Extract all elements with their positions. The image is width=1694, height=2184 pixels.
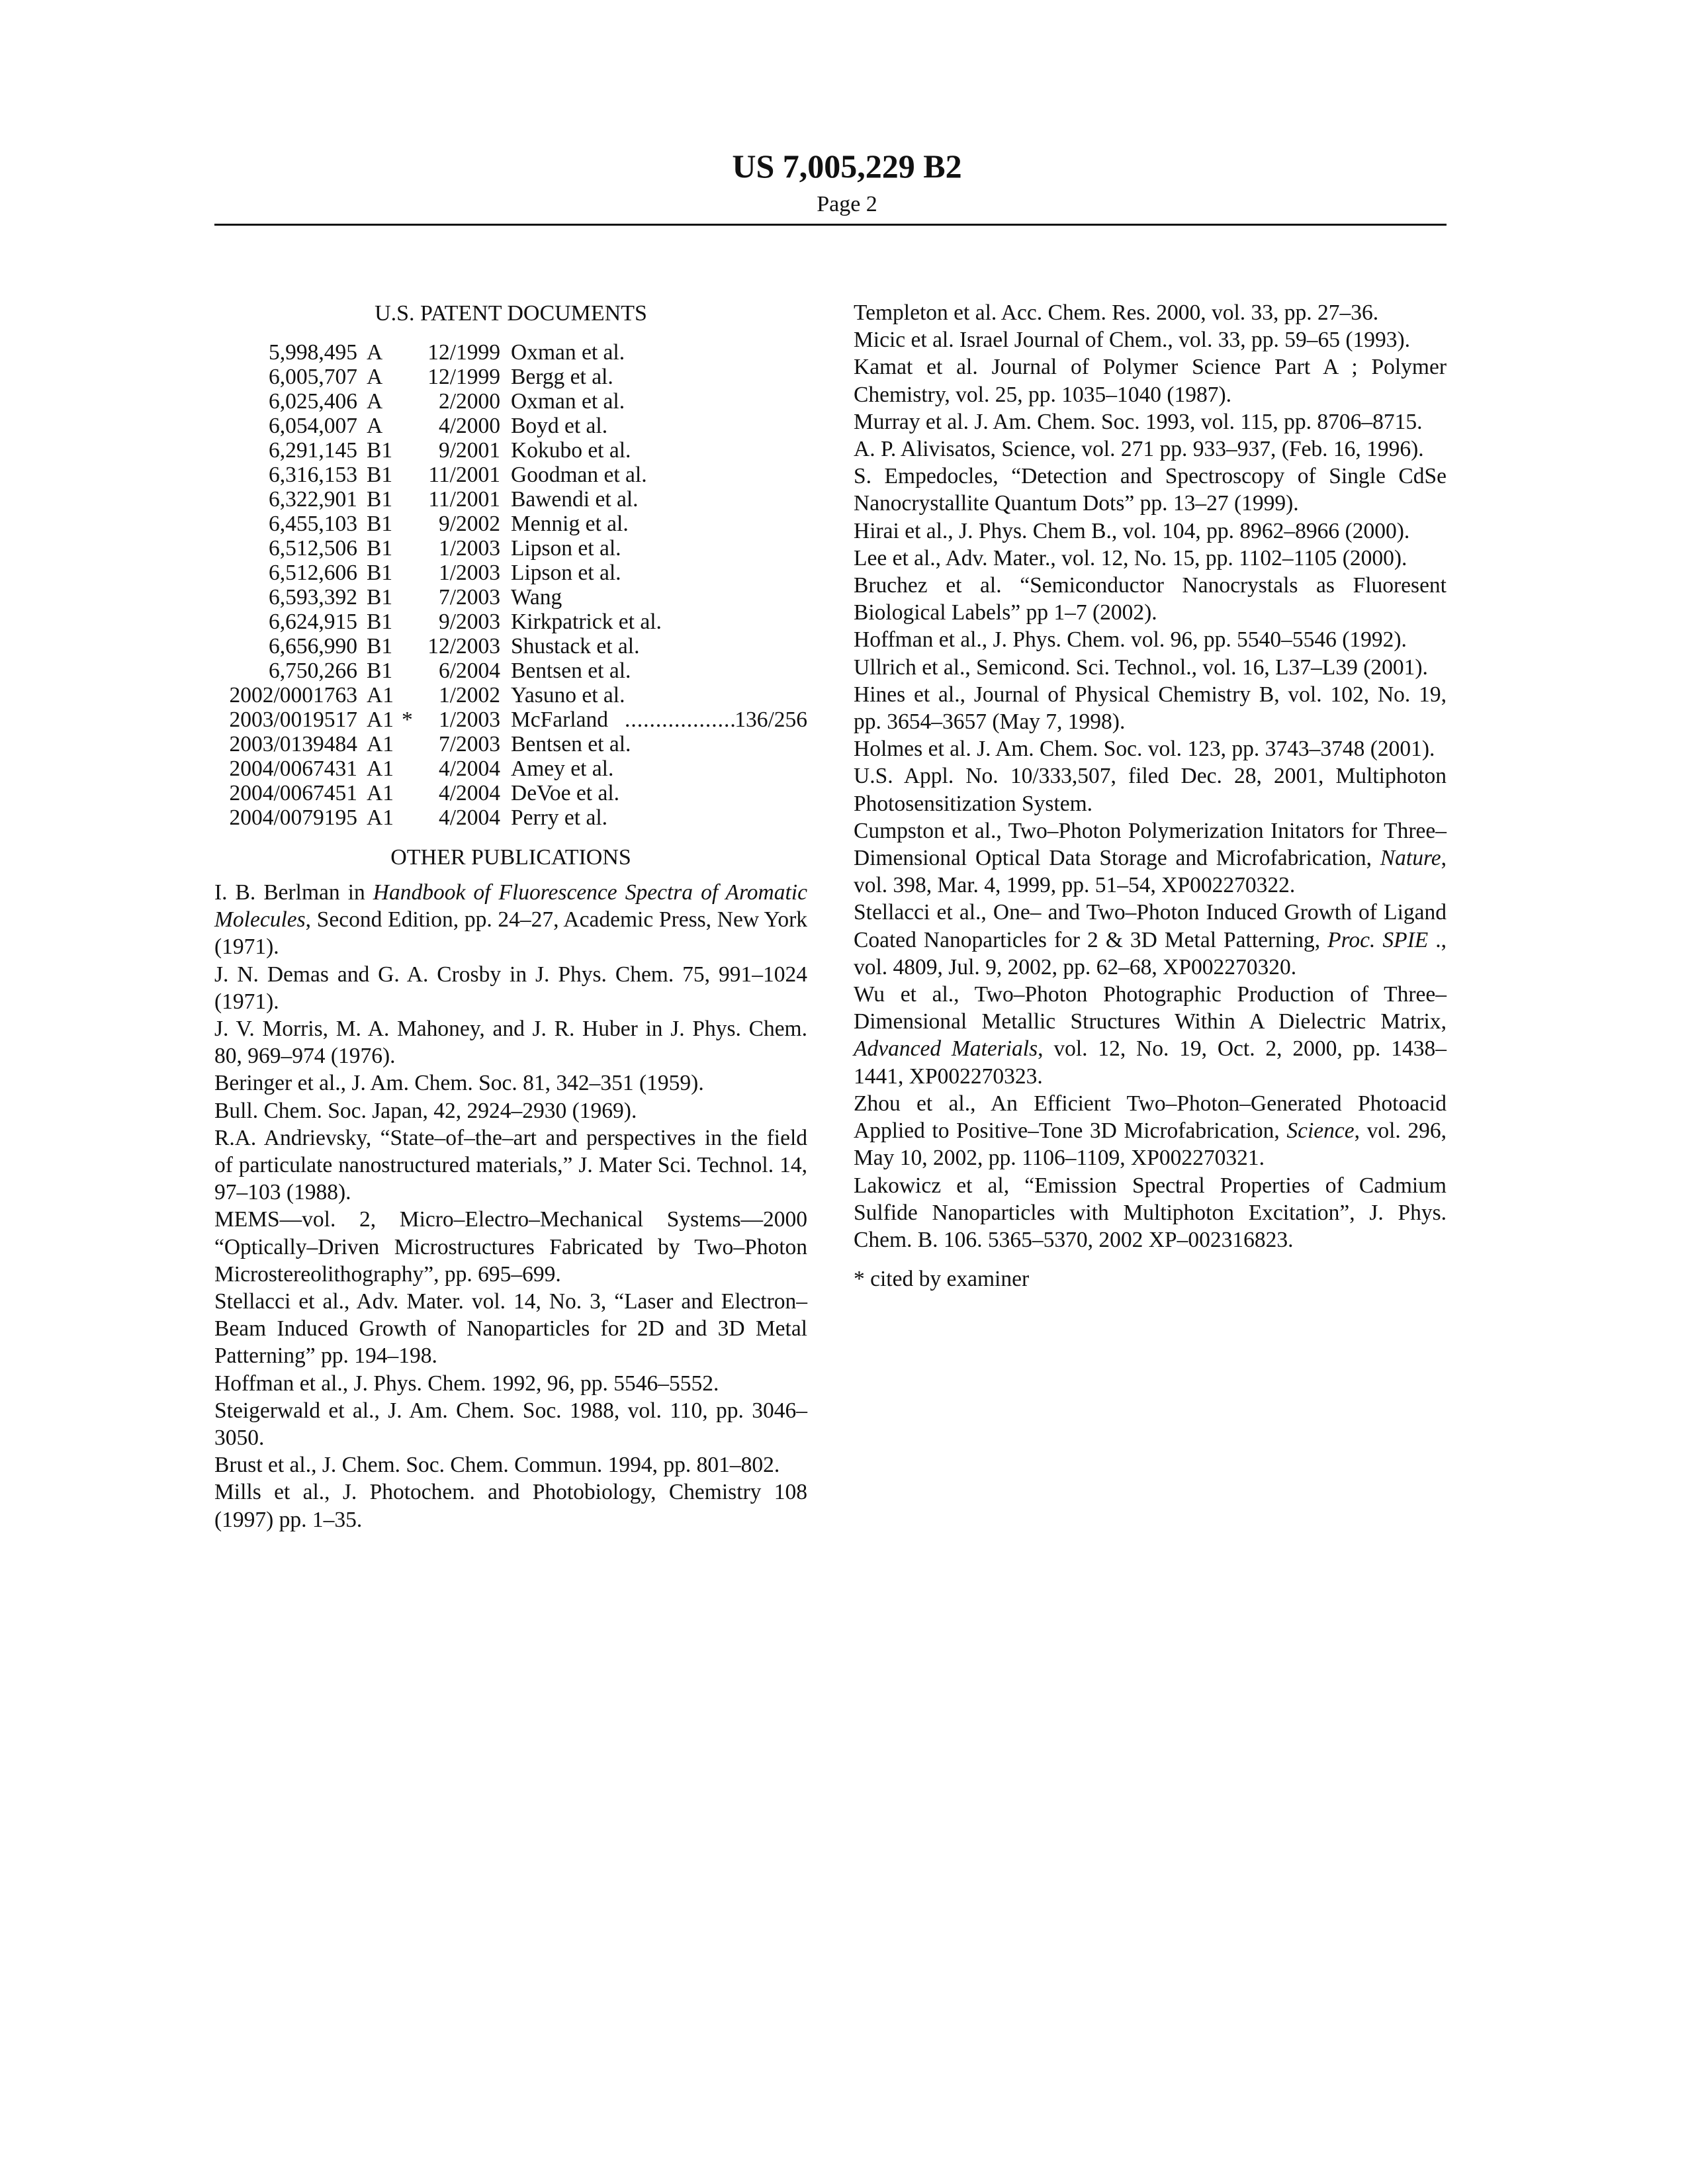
kind-code-cell: B1 <box>367 536 392 561</box>
kind-code-cell: A1 <box>367 732 394 756</box>
patent-number-cell: 6,624,915 <box>269 610 357 634</box>
other-publications-heading: OTHER PUBLICATIONS <box>214 843 807 872</box>
publication-text: Kamat et al. Journal of Polymer Science Part A ; Polymer Chemistry, vol. 25, pp. 1035–1040 (1987). <box>854 355 1447 406</box>
publication-text: J. N. Demas and G. A. Crosby in J. Phys. Chem. 75, 991–1024 (1971). <box>214 962 807 1014</box>
publication-text: Murray et al. J. Am. Chem. Soc. 1993, vol. 115, pp. 8706–8715. <box>854 410 1422 434</box>
publication-title-italic: Proc. SPIE <box>1327 928 1428 952</box>
kind-code-cell: A <box>367 365 382 389</box>
kind-code-cell: A <box>367 340 382 365</box>
kind-code-cell: B1 <box>367 487 392 512</box>
publication-text: Hirai et al., J. Phys. Chem B., vol. 104, pp. 8962–8966 (2000). <box>854 519 1409 543</box>
publication-entry <box>854 654 1447 681</box>
patent-number-cell: 6,322,901 <box>269 487 357 512</box>
inventor-cell: Bentsen et al. <box>511 732 631 756</box>
publication-text: Steigerwald et al., J. Am. Chem. Soc. 1988, vol. 110, pp. 3046–3050. <box>214 1398 807 1450</box>
table-row <box>214 634 807 659</box>
header-rule <box>214 224 1447 226</box>
kind-code-cell: A1 <box>367 781 394 805</box>
publication-text: Cumpston et al., Two–Photon Polymerization Initators for Three–Dimensional Optical Data Storage and Microfabrication, <box>854 819 1447 870</box>
left-column <box>214 299 807 1533</box>
table-row <box>214 585 807 610</box>
publication-text: Ullrich et al., Semicond. Sci. Technol., vol. 16, L37–L39 (2001). <box>854 655 1428 680</box>
publication-entry <box>854 545 1447 572</box>
right-column <box>854 299 1447 1293</box>
publication-entry <box>214 1288 807 1370</box>
kind-code-cell: B1 <box>367 561 392 585</box>
examiner-cited-mark: * <box>402 707 413 732</box>
patent-number-cell: 6,656,990 <box>269 634 357 659</box>
publication-text: , Second Edition, pp. 24–27, Academic Press, New York (1971). <box>214 907 807 959</box>
date-cell: 1/2003 <box>439 707 500 732</box>
publication-text: Stellacci et al., Adv. Mater. vol. 14, No. 3, “Laser and Electron–Beam Induced Growth of Nanoparticles for 2D and 3D Metal Patterning” pp. 194–198. <box>214 1289 807 1368</box>
table-row <box>214 463 807 487</box>
table-row <box>214 487 807 512</box>
patent-number-cell: 6,005,707 <box>269 365 357 389</box>
publication-entry <box>854 353 1447 408</box>
publication-title-italic: Handbook of Fluorescence Spectra of Aromatic Molecules <box>214 880 807 932</box>
us-patent-documents-heading: U.S. PATENT DOCUMENTS <box>214 299 807 328</box>
kind-code-cell: B1 <box>367 610 392 634</box>
publication-text: Hines et al., Journal of Physical Chemistry B, vol. 102, No. 19, pp. 3654–3657 (May 7, 1998). <box>854 682 1447 734</box>
publication-entry <box>214 1397 807 1451</box>
table-row <box>214 414 807 438</box>
inventor-cell: Bergg et al. <box>511 365 613 389</box>
publication-entry <box>854 299 1447 326</box>
table-row <box>214 365 807 389</box>
publication-entry <box>214 879 807 961</box>
publication-text: ., vol. 4809, Jul. 9, 2002, pp. 62–68, XP002270320. <box>854 928 1447 979</box>
publication-title-italic: Advanced Materials <box>854 1036 1038 1061</box>
leader-dots: .................. <box>625 707 736 732</box>
date-cell: 4/2004 <box>439 781 500 805</box>
publication-entry <box>854 326 1447 353</box>
publication-entry <box>214 1097 807 1124</box>
publication-entry <box>214 1069 807 1097</box>
publication-text: Templeton et al. Acc. Chem. Res. 2000, vol. 33, pp. 27–36. <box>854 300 1378 325</box>
publication-text: , vol. 398, Mar. 4, 1999, pp. 51–54, XP002270322. <box>854 846 1447 897</box>
inventor-cell: Oxman et al. <box>511 389 625 414</box>
table-row <box>214 389 807 414</box>
publication-text: S. Empedocles, “Detection and Spectroscopy of Single CdSe Nanocrystallite Quantum Dots” pp. 13–27 (1999). <box>854 464 1447 516</box>
patent-number-cell: 2002/0001763 <box>229 683 357 707</box>
date-cell: 11/2001 <box>428 463 500 487</box>
patent-number-cell: 6,291,145 <box>269 438 357 463</box>
kind-code-cell: A <box>367 389 382 414</box>
publication-entry <box>854 981 1447 1090</box>
date-cell: 7/2003 <box>439 585 500 610</box>
publications-list-right <box>854 299 1447 1253</box>
inventor-cell: Bentsen et al. <box>511 659 631 683</box>
table-row <box>214 805 807 830</box>
publication-title-italic: Science <box>1286 1118 1354 1143</box>
publication-text: , vol. 12, No. 19, Oct. 2, 2000, pp. 1438–1441, XP002270323. <box>854 1036 1447 1088</box>
publication-entry <box>214 1124 807 1206</box>
date-cell: 1/2003 <box>439 561 500 585</box>
inventor-cell: Yasuno et al. <box>511 683 625 707</box>
kind-code-cell: B1 <box>367 659 392 683</box>
inventor-cell: Bawendi et al. <box>511 487 639 512</box>
publication-text: Stellacci et al., One– and Two–Photon Induced Growth of Ligand Coated Nanoparticles for 2 & 3D Metal Patterning, <box>854 900 1447 952</box>
table-row <box>214 561 807 585</box>
patent-number-cell: 6,455,103 <box>269 512 357 536</box>
publication-text: Bull. Chem. Soc. Japan, 42, 2924–2930 (1969). <box>214 1099 637 1123</box>
publication-entry <box>854 899 1447 981</box>
patent-number-cell: 2004/0067431 <box>229 756 357 781</box>
date-cell: 9/2001 <box>439 438 500 463</box>
publication-entry <box>854 572 1447 626</box>
publication-entry <box>854 626 1447 653</box>
publication-text: Beringer et al., J. Am. Chem. Soc. 81, 342–351 (1959). <box>214 1071 704 1095</box>
publication-text: R.A. Andrievsky, “State–of–the–art and perspectives in the field of particulate nanostructured materials,” J. Mater Sci. Technol. 14, 97–103 (1988). <box>214 1126 807 1205</box>
inventor-cell: Wang <box>511 585 562 610</box>
publication-text: MEMS—vol. 2, Micro–Electro–Mechanical Systems—2000 “Optically–Driven Microstructures Fabricated by Two–Photon Microstereolithography”, pp. 695–699. <box>214 1207 807 1286</box>
publication-entry <box>854 435 1447 463</box>
publication-text: Zhou et al., An Efficient Two–Photon–Generated Photoacid Applied to Positive–Tone 3D Microfabrication, <box>854 1091 1447 1143</box>
publications-list-left <box>214 879 807 1533</box>
date-cell: 9/2003 <box>439 610 500 634</box>
publication-entry <box>854 408 1447 435</box>
patent-number-cell: 6,750,266 <box>269 659 357 683</box>
date-cell: 1/2002 <box>439 683 500 707</box>
publication-entry <box>854 1090 1447 1172</box>
page-number: Page 2 <box>0 192 1694 217</box>
patent-number-cell: 2004/0067451 <box>229 781 357 805</box>
table-row <box>214 756 807 781</box>
publication-text: U.S. Appl. No. 10/333,507, filed Dec. 28, 2001, Multiphoton Photosensitization System. <box>854 764 1447 815</box>
publication-text: Wu et al., Two–Photon Photographic Production of Three–Dimensional Metallic Structures Within A Dielectric Matrix, <box>854 982 1447 1034</box>
publication-title-italic: Nature <box>1380 846 1441 870</box>
patent-number-cell: 2003/0019517 <box>229 707 357 732</box>
date-cell: 1/2003 <box>439 536 500 561</box>
inventor-cell: Kirkpatrick et al. <box>511 610 662 634</box>
cited-by-examiner-note: * cited by examiner <box>854 1265 1447 1293</box>
inventor-cell: Lipson et al. <box>511 561 621 585</box>
kind-code-cell: A1 <box>367 805 394 830</box>
inventor-cell: Kokubo et al. <box>511 438 631 463</box>
kind-code-cell: B1 <box>367 634 392 659</box>
publication-text: Hoffman et al., J. Phys. Chem. vol. 96, pp. 5540–5546 (1992). <box>854 627 1407 652</box>
table-row <box>214 707 807 732</box>
publication-text: Hoffman et al., J. Phys. Chem. 1992, 96, pp. 5546–5552. <box>214 1371 719 1396</box>
date-cell: 4/2004 <box>439 805 500 830</box>
table-row <box>214 536 807 561</box>
date-cell: 11/2001 <box>428 487 500 512</box>
table-row <box>214 610 807 634</box>
date-cell: 4/2004 <box>439 756 500 781</box>
publication-entry <box>214 1206 807 1288</box>
date-cell: 12/1999 <box>427 340 500 365</box>
inventor-cell: Boyd et al. <box>511 414 607 438</box>
kind-code-cell: A1 <box>367 756 394 781</box>
patent-number-cell: 6,512,506 <box>269 536 357 561</box>
publication-entry <box>854 735 1447 762</box>
publication-text: Lee et al., Adv. Mater., vol. 12, No. 15, pp. 1102–1105 (2000). <box>854 546 1407 570</box>
inventor-cell: McFarland <box>511 707 608 732</box>
kind-code-cell: A <box>367 414 382 438</box>
inventor-cell: Lipson et al. <box>511 536 621 561</box>
publication-entry <box>854 1172 1447 1254</box>
inventor-cell: Shustack et al. <box>511 634 639 659</box>
patent-number-cell: 6,593,392 <box>269 585 357 610</box>
patent-number-cell: 6,054,007 <box>269 414 357 438</box>
patent-number-cell: 6,512,606 <box>269 561 357 585</box>
patent-number: US 7,005,229 B2 <box>0 147 1694 185</box>
publication-text: J. V. Morris, M. A. Mahoney, and J. R. Huber in J. Phys. Chem. 80, 969–974 (1976). <box>214 1017 807 1068</box>
table-row <box>214 732 807 756</box>
inventor-cell: Perry et al. <box>511 805 607 830</box>
kind-code-cell: A1 <box>367 707 394 732</box>
publication-text: , vol. 296, May 10, 2002, pp. 1106–1109, XP002270321. <box>854 1118 1447 1170</box>
publication-entry <box>854 817 1447 899</box>
kind-code-cell: B1 <box>367 585 392 610</box>
publication-text: A. P. Alivisatos, Science, vol. 271 pp. 933–937, (Feb. 16, 1996). <box>854 437 1424 461</box>
table-row <box>214 683 807 707</box>
kind-code-cell: B1 <box>367 463 392 487</box>
inventor-cell: Goodman et al. <box>511 463 647 487</box>
date-cell: 12/1999 <box>427 365 500 389</box>
kind-code-cell: B1 <box>367 438 392 463</box>
publication-entry <box>854 681 1447 735</box>
patent-number-cell: 5,998,495 <box>269 340 357 365</box>
publication-text: Bruchez et al. “Semiconductor Nanocrystals as Fluoresent Biological Labels” pp 1–7 (2002). <box>854 573 1447 625</box>
publication-text: I. B. Berlman in <box>214 880 373 905</box>
kind-code-cell: B1 <box>367 512 392 536</box>
publication-entry <box>214 1015 807 1069</box>
date-cell: 9/2002 <box>439 512 500 536</box>
table-row <box>214 340 807 365</box>
publication-text: Lakowicz et al, “Emission Spectral Properties of Cadmium Sulfide Nanoparticles with Multiphoton Excitation”, J. Phys. Chem. B. 106. 5365–5370, 2002 XP–002316823. <box>854 1173 1447 1252</box>
publication-text: Brust et al., J. Chem. Soc. Chem. Commun. 1994, pp. 801–802. <box>214 1453 780 1477</box>
date-cell: 4/2000 <box>439 414 500 438</box>
date-cell: 2/2000 <box>439 389 500 414</box>
publication-text: Micic et al. Israel Journal of Chem., vol. 33, pp. 59–65 (1993). <box>854 328 1410 352</box>
publication-entry <box>854 762 1447 817</box>
patent-number-cell: 6,316,153 <box>269 463 357 487</box>
inventor-cell: Amey et al. <box>511 756 613 781</box>
table-row <box>214 659 807 683</box>
patent-documents-table <box>214 340 807 830</box>
publication-entry <box>214 1451 807 1479</box>
patent-number-cell: 2004/0079195 <box>229 805 357 830</box>
publication-entry <box>854 518 1447 545</box>
publication-entry <box>854 463 1447 517</box>
table-row <box>214 438 807 463</box>
table-row <box>214 512 807 536</box>
publication-entry <box>214 1370 807 1397</box>
classification-cell: 136/256 <box>735 707 807 732</box>
inventor-cell: Mennig et al. <box>511 512 629 536</box>
publication-entry <box>214 1479 807 1533</box>
date-cell: 12/2003 <box>427 634 500 659</box>
table-row <box>214 781 807 805</box>
kind-code-cell: A1 <box>367 683 394 707</box>
date-cell: 6/2004 <box>439 659 500 683</box>
inventor-cell: DeVoe et al. <box>511 781 619 805</box>
patent-number-cell: 2003/0139484 <box>229 732 357 756</box>
inventor-cell: Oxman et al. <box>511 340 625 365</box>
publication-text: Mills et al., J. Photochem. and Photobiology, Chemistry 108 (1997) pp. 1–35. <box>214 1480 807 1531</box>
date-cell: 7/2003 <box>439 732 500 756</box>
publication-entry <box>214 961 807 1015</box>
patent-number-cell: 6,025,406 <box>269 389 357 414</box>
publication-text: Holmes et al. J. Am. Chem. Soc. vol. 123, pp. 3743–3748 (2001). <box>854 737 1435 761</box>
